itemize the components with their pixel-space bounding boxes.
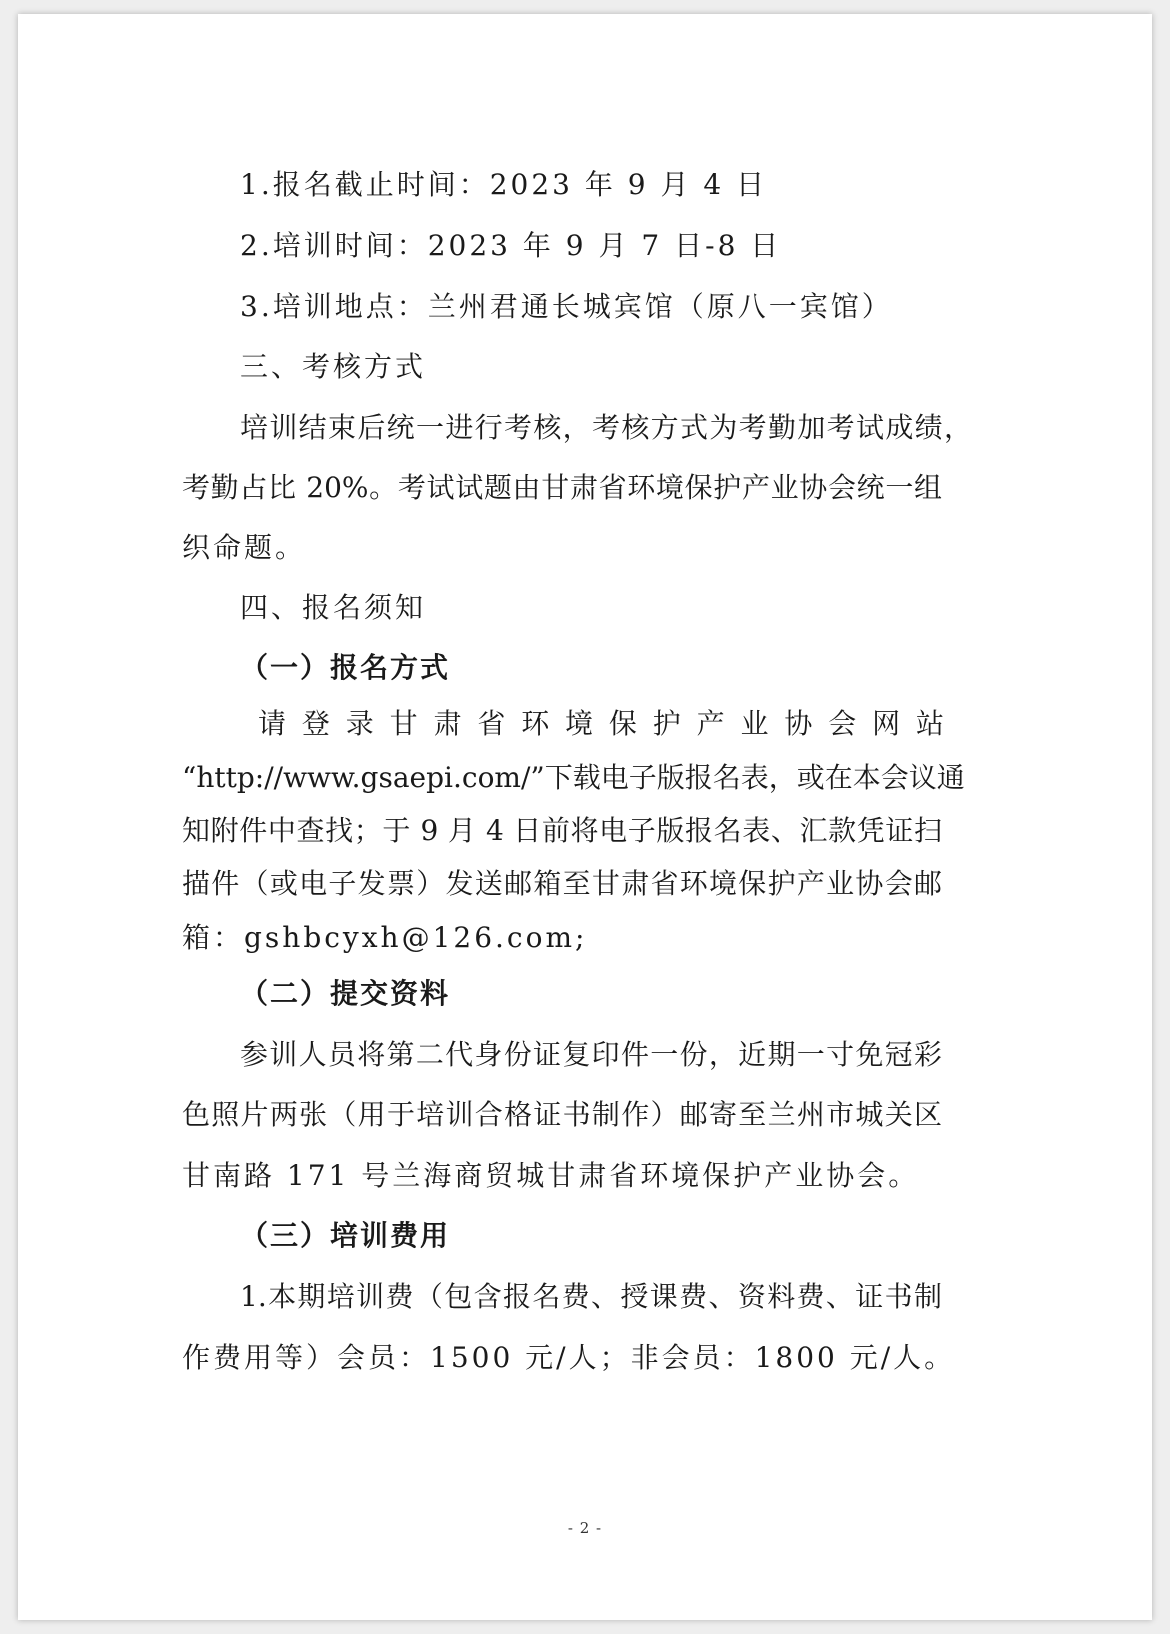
subheading-training-fees: （三）培训费用 <box>240 1219 451 1252</box>
registration-paragraph-line-4: 描件（或电子发票）发送邮箱至甘肃省环境保护产业协会邮 <box>182 867 942 900</box>
materials-paragraph-line-3: 甘南路 171 号兰海商贸城甘肃省环境保护产业协会。 <box>182 1159 920 1192</box>
materials-paragraph-line-1: 参训人员将第二代身份证复印件一份，近期一寸免冠彩 <box>240 1038 942 1071</box>
assessment-paragraph-line-2: 考勤占比 20%。考试试题由甘肃省环境保护产业协会统一组 <box>182 471 942 504</box>
subheading-registration-method: （一）报名方式 <box>240 651 451 684</box>
page-number: - 2 - <box>567 1519 603 1537</box>
registration-paragraph-line-3: 知附件中查找；于 9 月 4 日前将电子版报名表、汇款凭证扫 <box>182 814 942 847</box>
section-heading-registration: 四、报名须知 <box>240 591 427 624</box>
deadline-line: 1.报名截止时间：2023 年 9 月 4 日 <box>240 168 768 201</box>
fees-paragraph-line-1: 1.本期培训费（包含报名费、授课费、资料费、证书制 <box>240 1280 942 1313</box>
fees-paragraph-line-2: 作费用等）会员：1500 元/人；非会员：1800 元/人。 <box>182 1341 956 1374</box>
subheading-submit-materials: （二）提交资料 <box>240 977 451 1010</box>
registration-paragraph-line-5: 箱：gshbcyxh@126.com; <box>182 921 588 954</box>
document-page <box>18 14 1152 1620</box>
registration-paragraph-line-2: “http://www.gsaepi.com/”下载电子版报名表，或在本会议通 <box>182 761 965 794</box>
training-time-line: 2.培训时间：2023 年 9 月 7 日-8 日 <box>240 229 782 262</box>
materials-paragraph-line-2: 色照片两张（用于培训合格证书制作）邮寄至兰州市城关区 <box>182 1098 942 1131</box>
training-location-line: 3.培训地点：兰州君通长城宾馆（原八一宾馆） <box>240 290 893 323</box>
section-heading-assessment: 三、考核方式 <box>240 350 427 383</box>
assessment-paragraph-line-3: 织命题。 <box>182 531 307 564</box>
registration-paragraph-line-1: 请登录甘肃省环境保护产业协会网站 <box>258 707 944 740</box>
assessment-paragraph-line-1: 培训结束后统一进行考核，考核方式为考勤加考试成绩， <box>240 411 972 444</box>
